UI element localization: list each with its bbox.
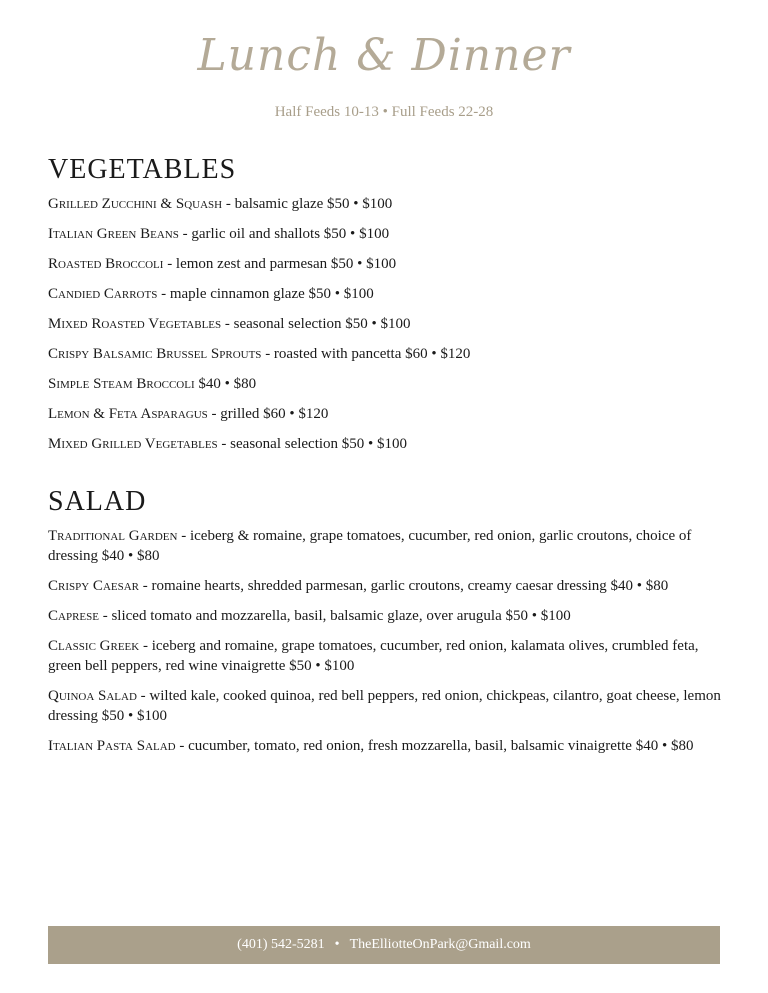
- menu-item: [48, 374, 728, 394]
- menu-item-name: Candied Carrots: [48, 286, 158, 302]
- menu-item-desc: - lemon zest and parmesan $50 • $100: [163, 256, 397, 272]
- vegetables-section: [48, 154, 728, 464]
- menu-item-desc: - seasonal selection $50 • $100: [217, 436, 408, 452]
- menu-item-name: Classic Greek: [48, 638, 140, 654]
- menu-item-name: Mixed Roasted Vegetables: [48, 316, 222, 332]
- vegetables-heading: VEGETABLES: [48, 154, 237, 185]
- footer-separator: •: [334, 937, 340, 952]
- menu-item-desc: - maple cinnamon glaze $50 • $100: [157, 286, 374, 302]
- menu-item: [48, 736, 728, 756]
- menu-item-desc: - sliced tomato and mozzarella, basil, balsamic glaze, over arugula $50 • $100: [98, 608, 571, 624]
- menu-item-desc: - garlic oil and shallots $50 • $100: [178, 226, 390, 242]
- menu-item-name: Italian Green Beans: [48, 226, 179, 242]
- menu-item: [48, 224, 728, 244]
- menu-item: [48, 344, 728, 364]
- page-title: Lunch & Dinner: [197, 30, 571, 81]
- menu-item: [48, 314, 728, 334]
- feeds-subtitle: Half Feeds 10-13 • Full Feeds 22-28: [274, 104, 494, 120]
- menu-item-desc: - seasonal selection $50 • $100: [221, 316, 411, 332]
- menu-item-name: Caprese: [48, 608, 99, 624]
- salad-section: [48, 486, 728, 766]
- phone-number[interactable]: (401) 542-5281: [237, 937, 325, 952]
- menu-item-name: Mixed Grilled Vegetables: [48, 436, 218, 452]
- menu-item-name: Crispy Caesar: [48, 578, 140, 594]
- menu-item-desc: $40 • $80: [194, 376, 257, 392]
- menu-item-desc: - cucumber, tomato, red onion, fresh mozzarella, basil, balsamic vinaigrette $40 • $80: [175, 738, 694, 754]
- menu-item-name: Quinoa Salad: [48, 688, 137, 704]
- menu-item-name: Crispy Balsamic Brussel Sprouts: [48, 346, 262, 362]
- menu-item-name: Grilled Zucchini & Squash: [48, 196, 223, 212]
- menu-item: [48, 526, 728, 566]
- menu-item-desc: - iceberg and romaine, grape tomatoes, cucumber, red onion, kalamata olives, crumbled feta, green bell peppers, red wine vinaigrette $50 • $100: [48, 638, 699, 674]
- menu-item-desc: - iceberg & romaine, grape tomatoes, cucumber, red onion, garlic croutons, choice of dressing $40 • $80: [48, 528, 692, 564]
- menu-item-desc: - balsamic glaze $50 • $100: [222, 196, 393, 212]
- menu-item-name: Italian Pasta Salad: [48, 738, 176, 754]
- menu-item: [48, 434, 728, 454]
- menu-item: [48, 686, 728, 726]
- menu-item: [48, 636, 728, 676]
- contact-footer: [48, 926, 720, 964]
- menu-item-desc: - romaine hearts, shredded parmesan, garlic croutons, creamy caesar dressing $40 • $80: [139, 578, 669, 594]
- menu-item-name: Simple Steam Broccoli: [48, 376, 195, 392]
- email-link[interactable]: TheElliotteOnPark@Gmail.com: [349, 937, 531, 952]
- menu-item: [48, 284, 728, 304]
- salad-heading: SALAD: [48, 486, 147, 517]
- menu-item-name: Lemon & Feta Asparagus: [48, 406, 208, 422]
- menu-item-desc: - roasted with pancetta $60 • $120: [261, 346, 471, 362]
- menu-item: [48, 194, 728, 214]
- menu-item-desc: - wilted kale, cooked quinoa, red bell peppers, red onion, chickpeas, cilantro, goat cheese, lemon dressing $50 • $100: [48, 688, 721, 724]
- menu-item-name: Traditional Garden: [48, 528, 178, 544]
- menu-item: [48, 606, 728, 626]
- menu-item-name: Roasted Broccoli: [48, 256, 164, 272]
- menu-item: [48, 576, 728, 596]
- menu-item-desc: - grilled $60 • $120: [207, 406, 329, 422]
- menu-item: [48, 404, 728, 424]
- menu-item: [48, 254, 728, 274]
